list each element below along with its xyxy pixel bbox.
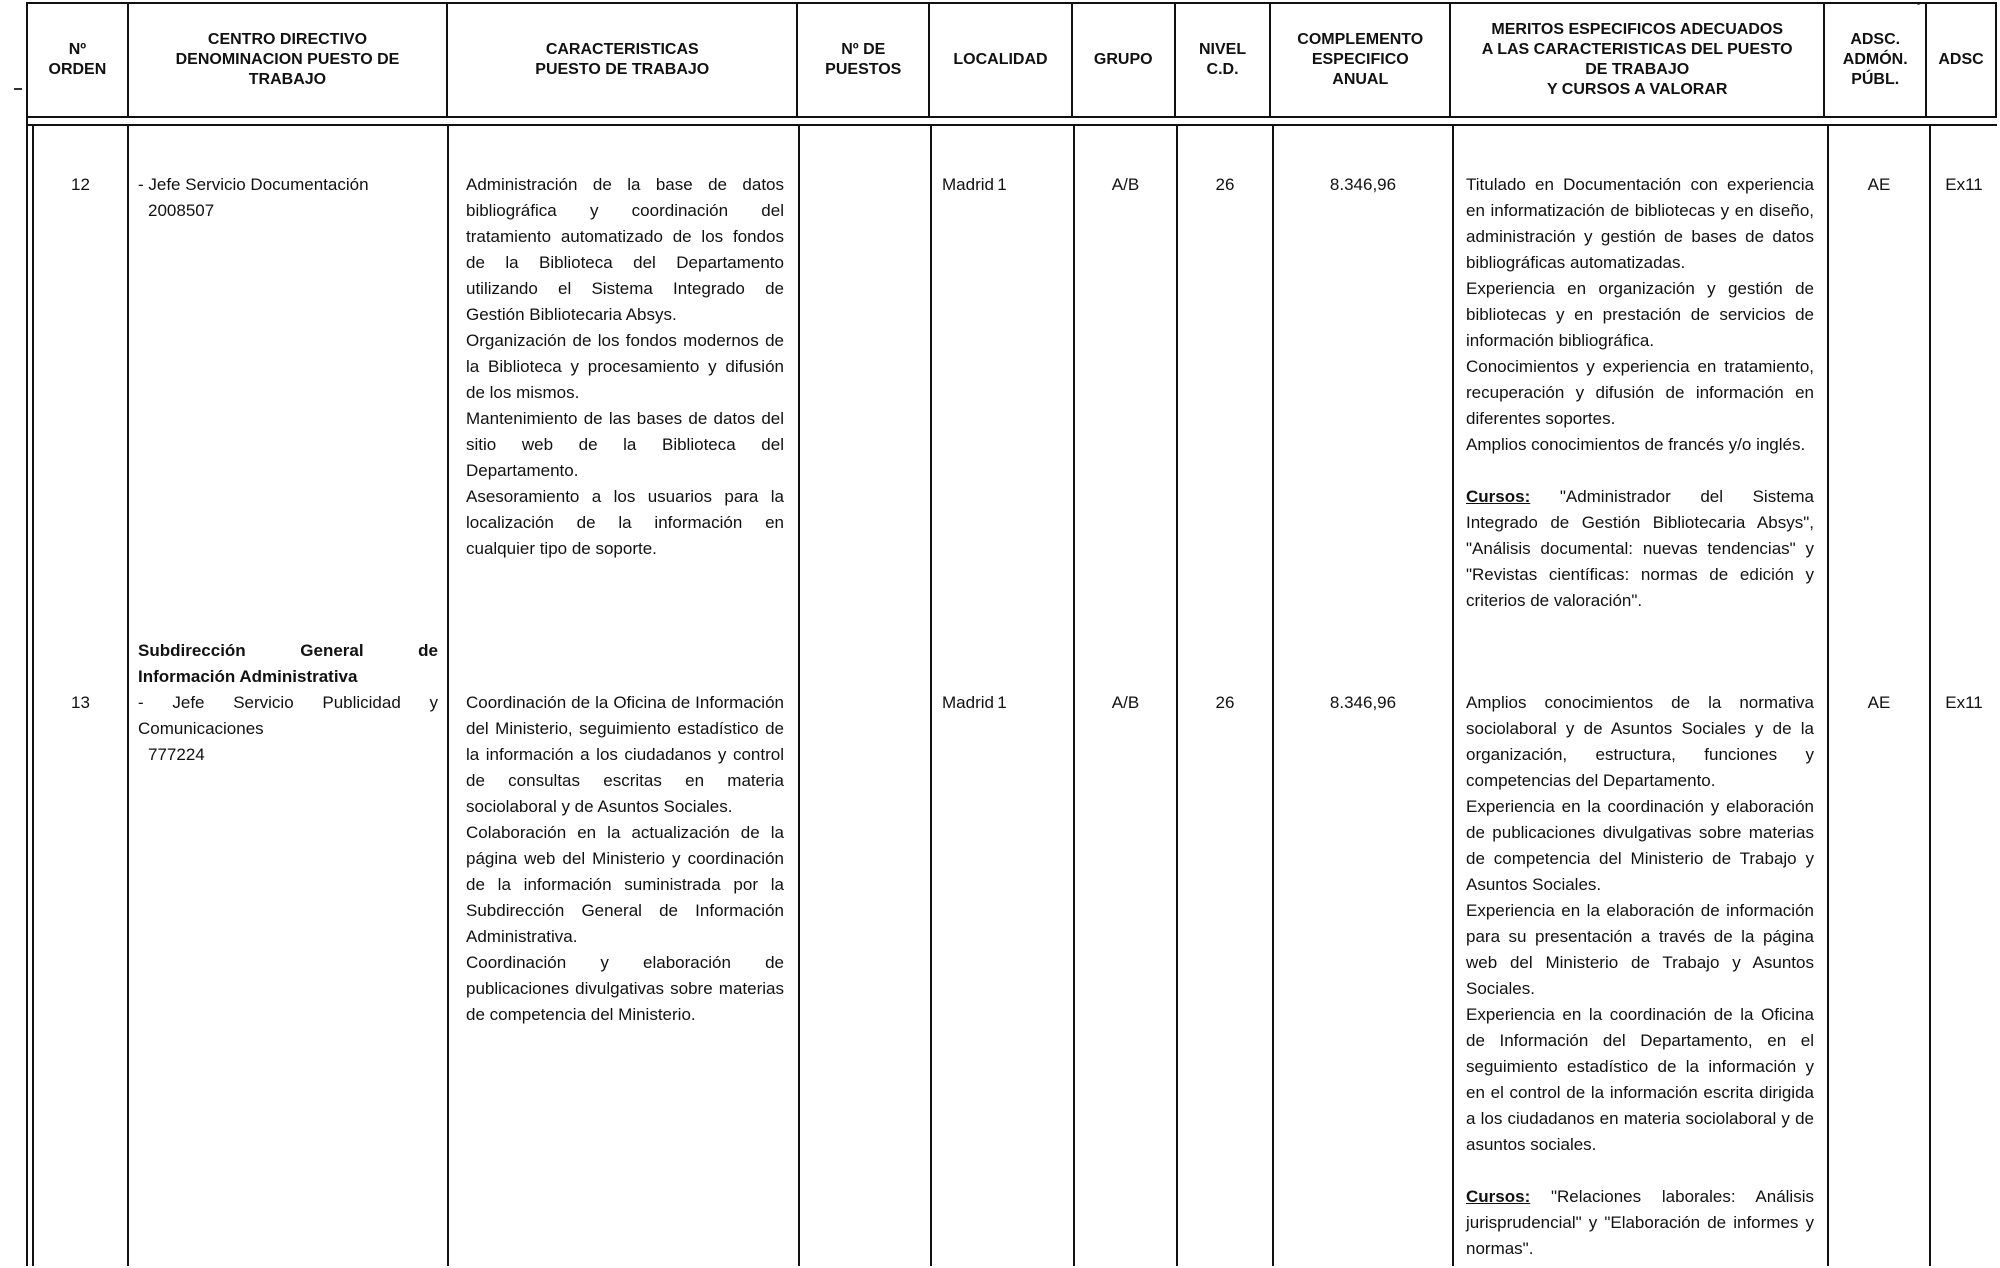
merito-item: Amplios conocimientos de francés y/o inglés. xyxy=(1466,435,1806,454)
caracteristica-item: Mantenimiento de las bases de datos del sitio web de la Biblioteca del Departamento. xyxy=(466,409,784,480)
merito-item: Amplios conocimientos de la normativa sociolaboral y de Asuntos Sociales y de la organización, estructura, funciones y competencias del Departamento. xyxy=(1466,693,1814,790)
row-adsc: Ex11 xyxy=(1945,175,1983,194)
row-complemento: 8.346,96 xyxy=(1329,693,1397,712)
row-caracteristicas xyxy=(466,690,784,1028)
document-page xyxy=(14,2,1997,1266)
cursos-text: "Relaciones laborales: Análisis jurisprudencial" y "Elaboración de informes y normas". xyxy=(1466,1187,1814,1258)
table-header xyxy=(26,2,1997,118)
cursos-block xyxy=(1466,1184,1814,1262)
caracteristica-item: Coordinación de la Oficina de Información del Ministerio, seguimiento estadístico de la información a los ciudadanos y control de consultas escritas en materia sociolaboral y de Asuntos Sociales. xyxy=(466,693,784,816)
row-meritos xyxy=(1466,690,1814,1262)
header-orden: Nº ORDEN xyxy=(28,4,129,116)
row-grupo: A/B xyxy=(1111,693,1140,712)
row-localidad: Madrid xyxy=(942,175,994,194)
caracteristica-item: Organización de los fondos modernos de la Biblioteca y procesamiento y difusión de los mismos. xyxy=(466,331,784,402)
col-rule xyxy=(1452,124,1454,1266)
header-complemento: COMPLEMENTO ESPECIFICO ANUAL xyxy=(1271,4,1451,116)
row-adsc-admon: AE xyxy=(1867,175,1891,194)
row-grupo: A/B xyxy=(1111,175,1140,194)
header-adsc-admon: ADSC. ADMÓN. PÚBL. xyxy=(1825,4,1927,116)
merito-item: Experiencia en la coordinación de la Oficina de Información del Departamento, en el seguimiento estadístico de la información y en el control de la información escrita dirigida a los ciudadanos en materia sociolaboral y de asuntos sociales. xyxy=(1466,1005,1814,1154)
row-meritos xyxy=(1466,172,1814,614)
row-puestos: 1 xyxy=(997,693,1007,712)
row-localidad: Madrid xyxy=(942,693,994,712)
row-nivel: 26 xyxy=(1215,175,1235,194)
row-orden: 12 xyxy=(71,175,90,194)
margin-tick xyxy=(14,88,22,90)
header-meritos: MERITOS ESPECIFICOS ADECUADOS A LAS CARACTERISTICAS DEL PUESTO DE TRABAJO Y CURSOS A VALORAR xyxy=(1451,4,1825,116)
header-centro: CENTRO DIRECTIVO DENOMINACION PUESTO DE TRABAJO xyxy=(129,4,448,116)
caracteristica-item: Asesoramiento a los usuarios para la localización de la información en cualquier tipo de soporte. xyxy=(466,487,784,558)
row-caracteristicas xyxy=(466,172,784,562)
row-puesto xyxy=(138,172,438,224)
header-adsc: ADSC xyxy=(1938,51,1984,68)
caracteristica-item: Colaboración en la actualización de la página web del Ministerio y coordinación de la información suministrada por la Subdirección General de Información Administrativa. xyxy=(466,823,784,946)
puesto-code: 2008507 xyxy=(148,201,215,220)
header-grupo: GRUPO xyxy=(1073,4,1176,116)
cursos-text: "Administrador del Sistema Integrado de Gestión Bibliotecaria Absys", "Análisis documental: nuevas tendencias" y "Revistas científicas: normas de edición y criterios de valoración". xyxy=(1466,487,1814,610)
centro-directivo-title: Subdirección General de Información Administrativa xyxy=(138,641,438,686)
row-puesto xyxy=(138,690,438,768)
row-puestos: 1 xyxy=(997,175,1007,194)
header-localidad: LOCALIDAD xyxy=(930,4,1073,116)
left-border-outer xyxy=(26,118,28,1266)
cursos-block xyxy=(1466,484,1814,614)
merito-item: Titulado en Documentación con experiencia en informatización de bibliotecas y en diseño, administración y gestión de bases de datos bibliográficas automatizadas. xyxy=(1466,175,1814,272)
header-puestos: Nº DE PUESTOS xyxy=(798,4,930,116)
puesto-name: - Jefe Servicio Documentación xyxy=(138,175,369,194)
merito-item: Experiencia en la elaboración de información para su presentación a través de la página web del Ministerio de Trabajo y Asuntos Sociales. xyxy=(1466,901,1814,998)
header-nivel: NIVEL C.D. xyxy=(1176,4,1272,116)
header-double-rule xyxy=(26,118,1997,126)
row-adsc-admon: AE xyxy=(1867,693,1891,712)
col-rule xyxy=(447,124,449,1266)
col-rule xyxy=(798,124,800,1266)
merito-item: Experiencia en organización y gestión de bibliotecas y en prestación de servicios de información bibliográfica. xyxy=(1466,279,1814,350)
caracteristica-item: Administración de la base de datos bibliográfica y coordinación del tratamiento automatizado de los fondos de la Biblioteca del Departamento utilizando el Sistema Integrado de Gestión Bibliotecaria Absys. xyxy=(466,175,784,324)
row-complemento: 8.346,96 xyxy=(1329,175,1397,194)
cursos-label: Cursos: xyxy=(1466,1187,1531,1206)
row-adsc: Ex11 xyxy=(1945,693,1983,712)
row-nivel: 26 xyxy=(1215,693,1235,712)
col-rule xyxy=(127,124,129,1266)
puesto-name: - Jefe Servicio Publicidad y Comunicaciones xyxy=(138,693,438,738)
merito-item: Conocimientos y experiencia en tratamiento, recuperación y difusión de información en diferentes soportes. xyxy=(1466,357,1814,428)
caracteristica-item: Coordinación y elaboración de publicaciones divulgativas sobre materias de competencia del Ministerio. xyxy=(466,953,784,1024)
header-caracteristicas: CARACTERISTICAS PUESTO DE TRABAJO xyxy=(448,4,798,116)
cursos-label: Cursos: xyxy=(1466,487,1531,506)
row-orden: 13 xyxy=(71,693,90,712)
puesto-code: 777224 xyxy=(148,745,205,764)
merito-item: Experiencia en la coordinación y elaboración de publicaciones divulgativas sobre materias de competencia del Ministerio de Trabajo y Asuntos Sociales. xyxy=(1466,797,1814,894)
